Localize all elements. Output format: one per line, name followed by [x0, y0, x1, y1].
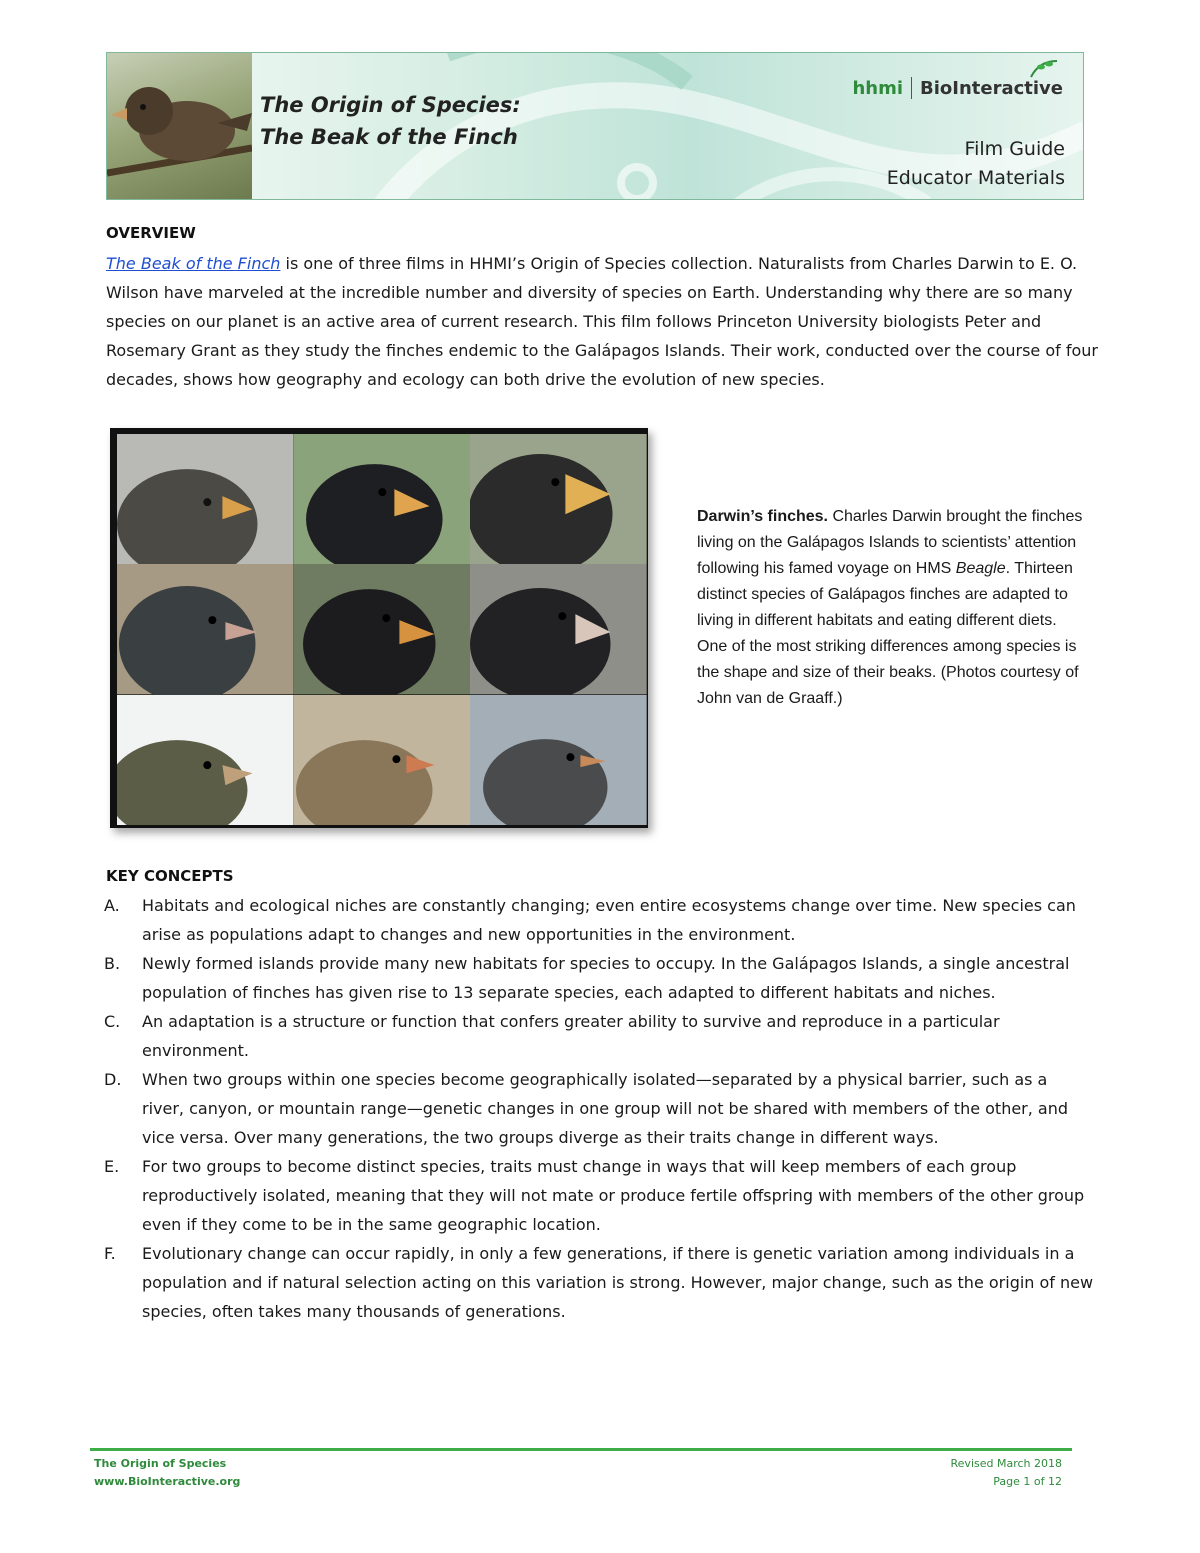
figure-caption — [697, 504, 1087, 712]
overview-body: is one of three films in HHMI’s Origin of Species collection. Naturalists from Charles Darwin to E. O. Wilson have marveled at the incredible number and diversity of species on Earth. Understanding why there are so many species on our planet is an active area of current research. This film follows Princeton University biologists Peter and Rosemary Grant as they study the finches endemic to the Galápagos Islands. Their work, conducted over the course of four decades, shows how geography and ecology can both drive the evolution of new species. — [106, 254, 1098, 389]
finch-photo-3 — [470, 434, 647, 564]
footer-right — [951, 1455, 1062, 1491]
document-type — [887, 135, 1065, 193]
finch-photo-grid — [110, 428, 648, 828]
footer-website[interactable]: www.BioInteractive.org — [94, 1475, 241, 1488]
concept-item — [104, 1007, 1094, 1065]
concept-letter: A. — [104, 896, 120, 915]
overview-heading: OVERVIEW — [106, 224, 196, 242]
title-line-2: The Beak of the Finch — [260, 125, 518, 149]
finch-photo — [107, 53, 252, 199]
logo-divider — [911, 77, 912, 99]
concept-text: Habitats and ecological niches are constantly changing; even entire ecosystems change over time. New species can arise as populations adapt to changes and new opportunities in the environment. — [142, 896, 1076, 944]
finch-photo-1 — [117, 434, 294, 564]
concept-item — [104, 1152, 1094, 1239]
film-link[interactable]: The Beak of the Finch — [106, 254, 281, 273]
logo-biointeractive-text: BioInteractive — [920, 77, 1063, 99]
concept-letter: E. — [104, 1157, 120, 1176]
concept-text: Evolutionary change can occur rapidly, in only a few generations, if there is genetic variation among individuals in a population and if natural selection acting on this variation is strong. However, major change, such as the origin of new species, often takes many thousands of generations. — [142, 1244, 1094, 1321]
hhmi-biointeractive-logo — [852, 77, 1063, 99]
header-banner — [106, 52, 1084, 200]
concept-text: When two groups within one species become geographically isolated—separated by a physical barrier, such as a river, canyon, or mountain range—genetic changes in one group will not be shared with members of the other, and vice versa. Over many generations, the two groups diverge as their traits change in different ways. — [142, 1070, 1069, 1147]
concept-letter: F. — [104, 1244, 116, 1263]
footer-collection-name: The Origin of Species — [94, 1457, 227, 1470]
finch-photo-8 — [294, 695, 471, 825]
overview-paragraph — [106, 249, 1098, 394]
leaf-icon — [1029, 59, 1059, 79]
subtitle-line-2: Educator Materials — [886, 167, 1065, 189]
caption-ship-name: Beagle — [955, 560, 1006, 577]
finch-photo-4 — [117, 564, 294, 694]
caption-text-2: . Thirteen distinct species of Galápagos finches are adapted to living in different habitats and eating different diets. One of the most striking differences among species is the shape and size of their beaks. (Photos courtesy of John van de Graaff.) — [697, 560, 1079, 707]
finch-photo-2 — [294, 434, 471, 564]
concept-text: For two groups to become distinct species, traits must change in ways that will keep members of each group reproductively isolated, meaning that they will not mate or produce fertile offspring with members of the other group even if they come to be in the same geographic location. — [142, 1157, 1085, 1234]
finch-photo-7 — [117, 695, 294, 825]
concept-letter: B. — [104, 954, 121, 973]
concept-letter: D. — [104, 1070, 122, 1089]
key-concepts-heading: KEY CONCEPTS — [106, 867, 234, 885]
footer-left — [94, 1455, 240, 1491]
concept-text: An adaptation is a structure or function that confers greater ability to survive and reproduce in a particular environment. — [142, 1012, 1000, 1060]
finch-photo-6 — [470, 564, 647, 694]
concept-letter: C. — [104, 1012, 121, 1031]
footer-page-number: Page 1 of 12 — [993, 1475, 1062, 1488]
document-title — [260, 89, 521, 153]
key-concepts-list — [104, 891, 1094, 1326]
concept-item — [104, 1065, 1094, 1152]
caption-title: Darwin’s finches. — [697, 508, 828, 525]
finch-photo-9 — [470, 695, 647, 825]
title-line-1: The Origin of Species: — [260, 93, 521, 117]
caption-text-1: Charles Darwin brought the finches living on the Galápagos Islands to scientists’ attention following his famed voyage on HMS — [697, 508, 1083, 577]
footer-revision-date: Revised March 2018 — [950, 1457, 1062, 1470]
finch-photo-5 — [294, 564, 471, 694]
concept-item — [104, 891, 1094, 949]
footer-divider — [90, 1448, 1072, 1451]
concept-item — [104, 949, 1094, 1007]
concept-item — [104, 1239, 1094, 1326]
logo-hhmi-text: hhmi — [852, 77, 903, 99]
subtitle-line-1: Film Guide — [964, 138, 1065, 160]
concept-text: Newly formed islands provide many new habitats for species to occupy. In the Galápagos Islands, a single ancestral population of finches has given rise to 13 separate species, each adapted to different habitats and niches. — [142, 954, 1070, 1002]
